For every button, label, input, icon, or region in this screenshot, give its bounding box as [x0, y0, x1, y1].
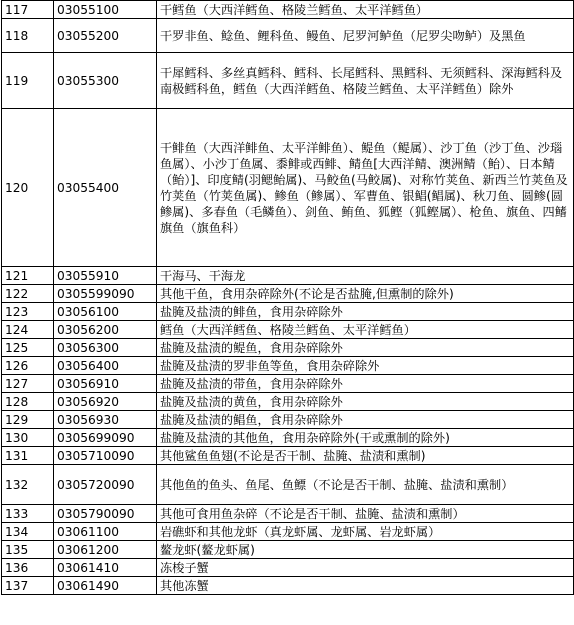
table-row [2, 411, 574, 429]
tariff-table [1, 0, 574, 595]
row-number-cell: 133 [2, 505, 54, 523]
hs-code-cell: 03056910 [54, 375, 157, 393]
hs-code-cell: 0305790090 [54, 505, 157, 523]
description-cell: 盐腌及盐渍的黄鱼，食用杂碎除外 [157, 393, 574, 411]
hs-code-cell: 03056200 [54, 321, 157, 339]
table-row [2, 577, 574, 595]
row-number-cell: 122 [2, 285, 54, 303]
hs-code-cell: 03055100 [54, 1, 157, 19]
description-cell: 干鳕鱼（大西洋鳕鱼、格陵兰鳕鱼、太平洋鳕鱼） [157, 1, 574, 19]
table-row [2, 303, 574, 321]
table-row [2, 523, 574, 541]
hs-code-cell: 03061200 [54, 541, 157, 559]
row-number-cell: 121 [2, 267, 54, 285]
description-cell: 其他冻蟹 [157, 577, 574, 595]
hs-code-cell: 0305699090 [54, 429, 157, 447]
table-row [2, 393, 574, 411]
description-cell: 其他鲨鱼鱼翅(不论是否干制、盐腌、盐渍和熏制) [157, 447, 574, 465]
table-row [2, 321, 574, 339]
description-cell: 盐腌及盐渍的其他鱼，食用杂碎除外(干或熏制的除外) [157, 429, 574, 447]
hs-code-cell: 03061490 [54, 577, 157, 595]
row-number-cell: 128 [2, 393, 54, 411]
row-number-cell: 125 [2, 339, 54, 357]
hs-code-cell: 03061410 [54, 559, 157, 577]
table-row [2, 339, 574, 357]
row-number-cell: 117 [2, 1, 54, 19]
hs-code-cell: 03061100 [54, 523, 157, 541]
description-cell: 盐腌及盐渍的鲳鱼，食用杂碎除外 [157, 411, 574, 429]
table-row [2, 559, 574, 577]
row-number-cell: 136 [2, 559, 54, 577]
hs-code-cell: 0305710090 [54, 447, 157, 465]
hs-code-cell: 03056100 [54, 303, 157, 321]
table-row [2, 429, 574, 447]
description-cell: 盐腌及盐渍的罗非鱼等鱼，食用杂碎除外 [157, 357, 574, 375]
description-cell: 盐腌及盐渍的鳀鱼，食用杂碎除外 [157, 339, 574, 357]
description-cell: 岩礁虾和其他龙虾（真龙虾属、龙虾属、岩龙虾属） [157, 523, 574, 541]
row-number-cell: 118 [2, 19, 54, 53]
row-number-cell: 126 [2, 357, 54, 375]
row-number-cell: 130 [2, 429, 54, 447]
row-number-cell: 123 [2, 303, 54, 321]
table-row [2, 375, 574, 393]
tariff-table-body [2, 1, 574, 595]
hs-code-cell: 0305720090 [54, 465, 157, 505]
description-cell: 盐腌及盐渍的鲱鱼，食用杂碎除外 [157, 303, 574, 321]
description-cell: 其他鱼的鱼头、鱼尾、鱼鳔（不论是否干制、盐腌、盐渍和熏制） [157, 465, 574, 505]
description-cell: 其他可食用鱼杂碎（不论是否干制、盐腌、盐渍和熏制） [157, 505, 574, 523]
row-number-cell: 119 [2, 53, 54, 109]
row-number-cell: 131 [2, 447, 54, 465]
hs-code-cell: 03055300 [54, 53, 157, 109]
hs-code-cell: 0305599090 [54, 285, 157, 303]
table-row [2, 267, 574, 285]
table-row [2, 505, 574, 523]
description-cell: 其他干鱼，食用杂碎除外(不论是否盐腌,但熏制的除外) [157, 285, 574, 303]
description-cell: 干海马、干海龙 [157, 267, 574, 285]
row-number-cell: 137 [2, 577, 54, 595]
hs-code-cell: 03055910 [54, 267, 157, 285]
row-number-cell: 129 [2, 411, 54, 429]
hs-code-cell: 03056400 [54, 357, 157, 375]
table-row [2, 357, 574, 375]
hs-code-cell: 03055400 [54, 109, 157, 267]
table-row [2, 19, 574, 53]
hs-code-cell: 03055200 [54, 19, 157, 53]
row-number-cell: 127 [2, 375, 54, 393]
description-cell: 鳌龙虾(鳌龙虾属) [157, 541, 574, 559]
hs-code-cell: 03056920 [54, 393, 157, 411]
hs-code-cell: 03056300 [54, 339, 157, 357]
description-cell: 鳕鱼（大西洋鳕鱼、格陵兰鳕鱼、太平洋鳕鱼） [157, 321, 574, 339]
description-cell: 干鲱鱼（大西洋鲱鱼、太平洋鲱鱼）、鳀鱼（鳀属）、沙丁鱼（沙丁鱼、沙瑙鱼属）、小沙丁鱼属、黍鲱或西鲱、鲭鱼[大西洋鲭、澳洲鲭（鲐）、日本鲭（鲐）]、印度鲭(羽鳃鲐属)、马鲛鱼(马鲛属)、对称竹荚鱼、新西兰竹荚鱼及竹荚鱼（竹荚鱼属)、鲹鱼（鲹属）、军曹鱼、银鲳(鲳属)、秋刀鱼、圆鲹(圆鲹属)、多春鱼（毛鳞鱼）、剑鱼、鲔鱼、狐鲣（狐鲣属）、枪鱼、旗鱼、四鳍旗鱼（旗鱼科） [157, 109, 574, 267]
table-row [2, 285, 574, 303]
table-row [2, 447, 574, 465]
table-row [2, 465, 574, 505]
row-number-cell: 135 [2, 541, 54, 559]
row-number-cell: 134 [2, 523, 54, 541]
row-number-cell: 124 [2, 321, 54, 339]
description-cell: 干犀鳕科、多丝真鳕科、鳕科、长尾鳕科、黑鳕科、无须鳕科、深海鳕科及南极鳕科鱼，鳕鱼（大西洋鳕鱼、格陵兰鳕鱼、太平洋鳕鱼）除外 [157, 53, 574, 109]
table-row [2, 541, 574, 559]
table-row [2, 1, 574, 19]
row-number-cell: 132 [2, 465, 54, 505]
table-row [2, 109, 574, 267]
description-cell: 冻梭子蟹 [157, 559, 574, 577]
description-cell: 盐腌及盐渍的带鱼，食用杂碎除外 [157, 375, 574, 393]
hs-code-cell: 03056930 [54, 411, 157, 429]
row-number-cell: 120 [2, 109, 54, 267]
table-row [2, 53, 574, 109]
description-cell: 干罗非鱼、鲶鱼、鲤科鱼、鳗鱼、尼罗河鲈鱼（尼罗尖吻鲈）及黑鱼 [157, 19, 574, 53]
